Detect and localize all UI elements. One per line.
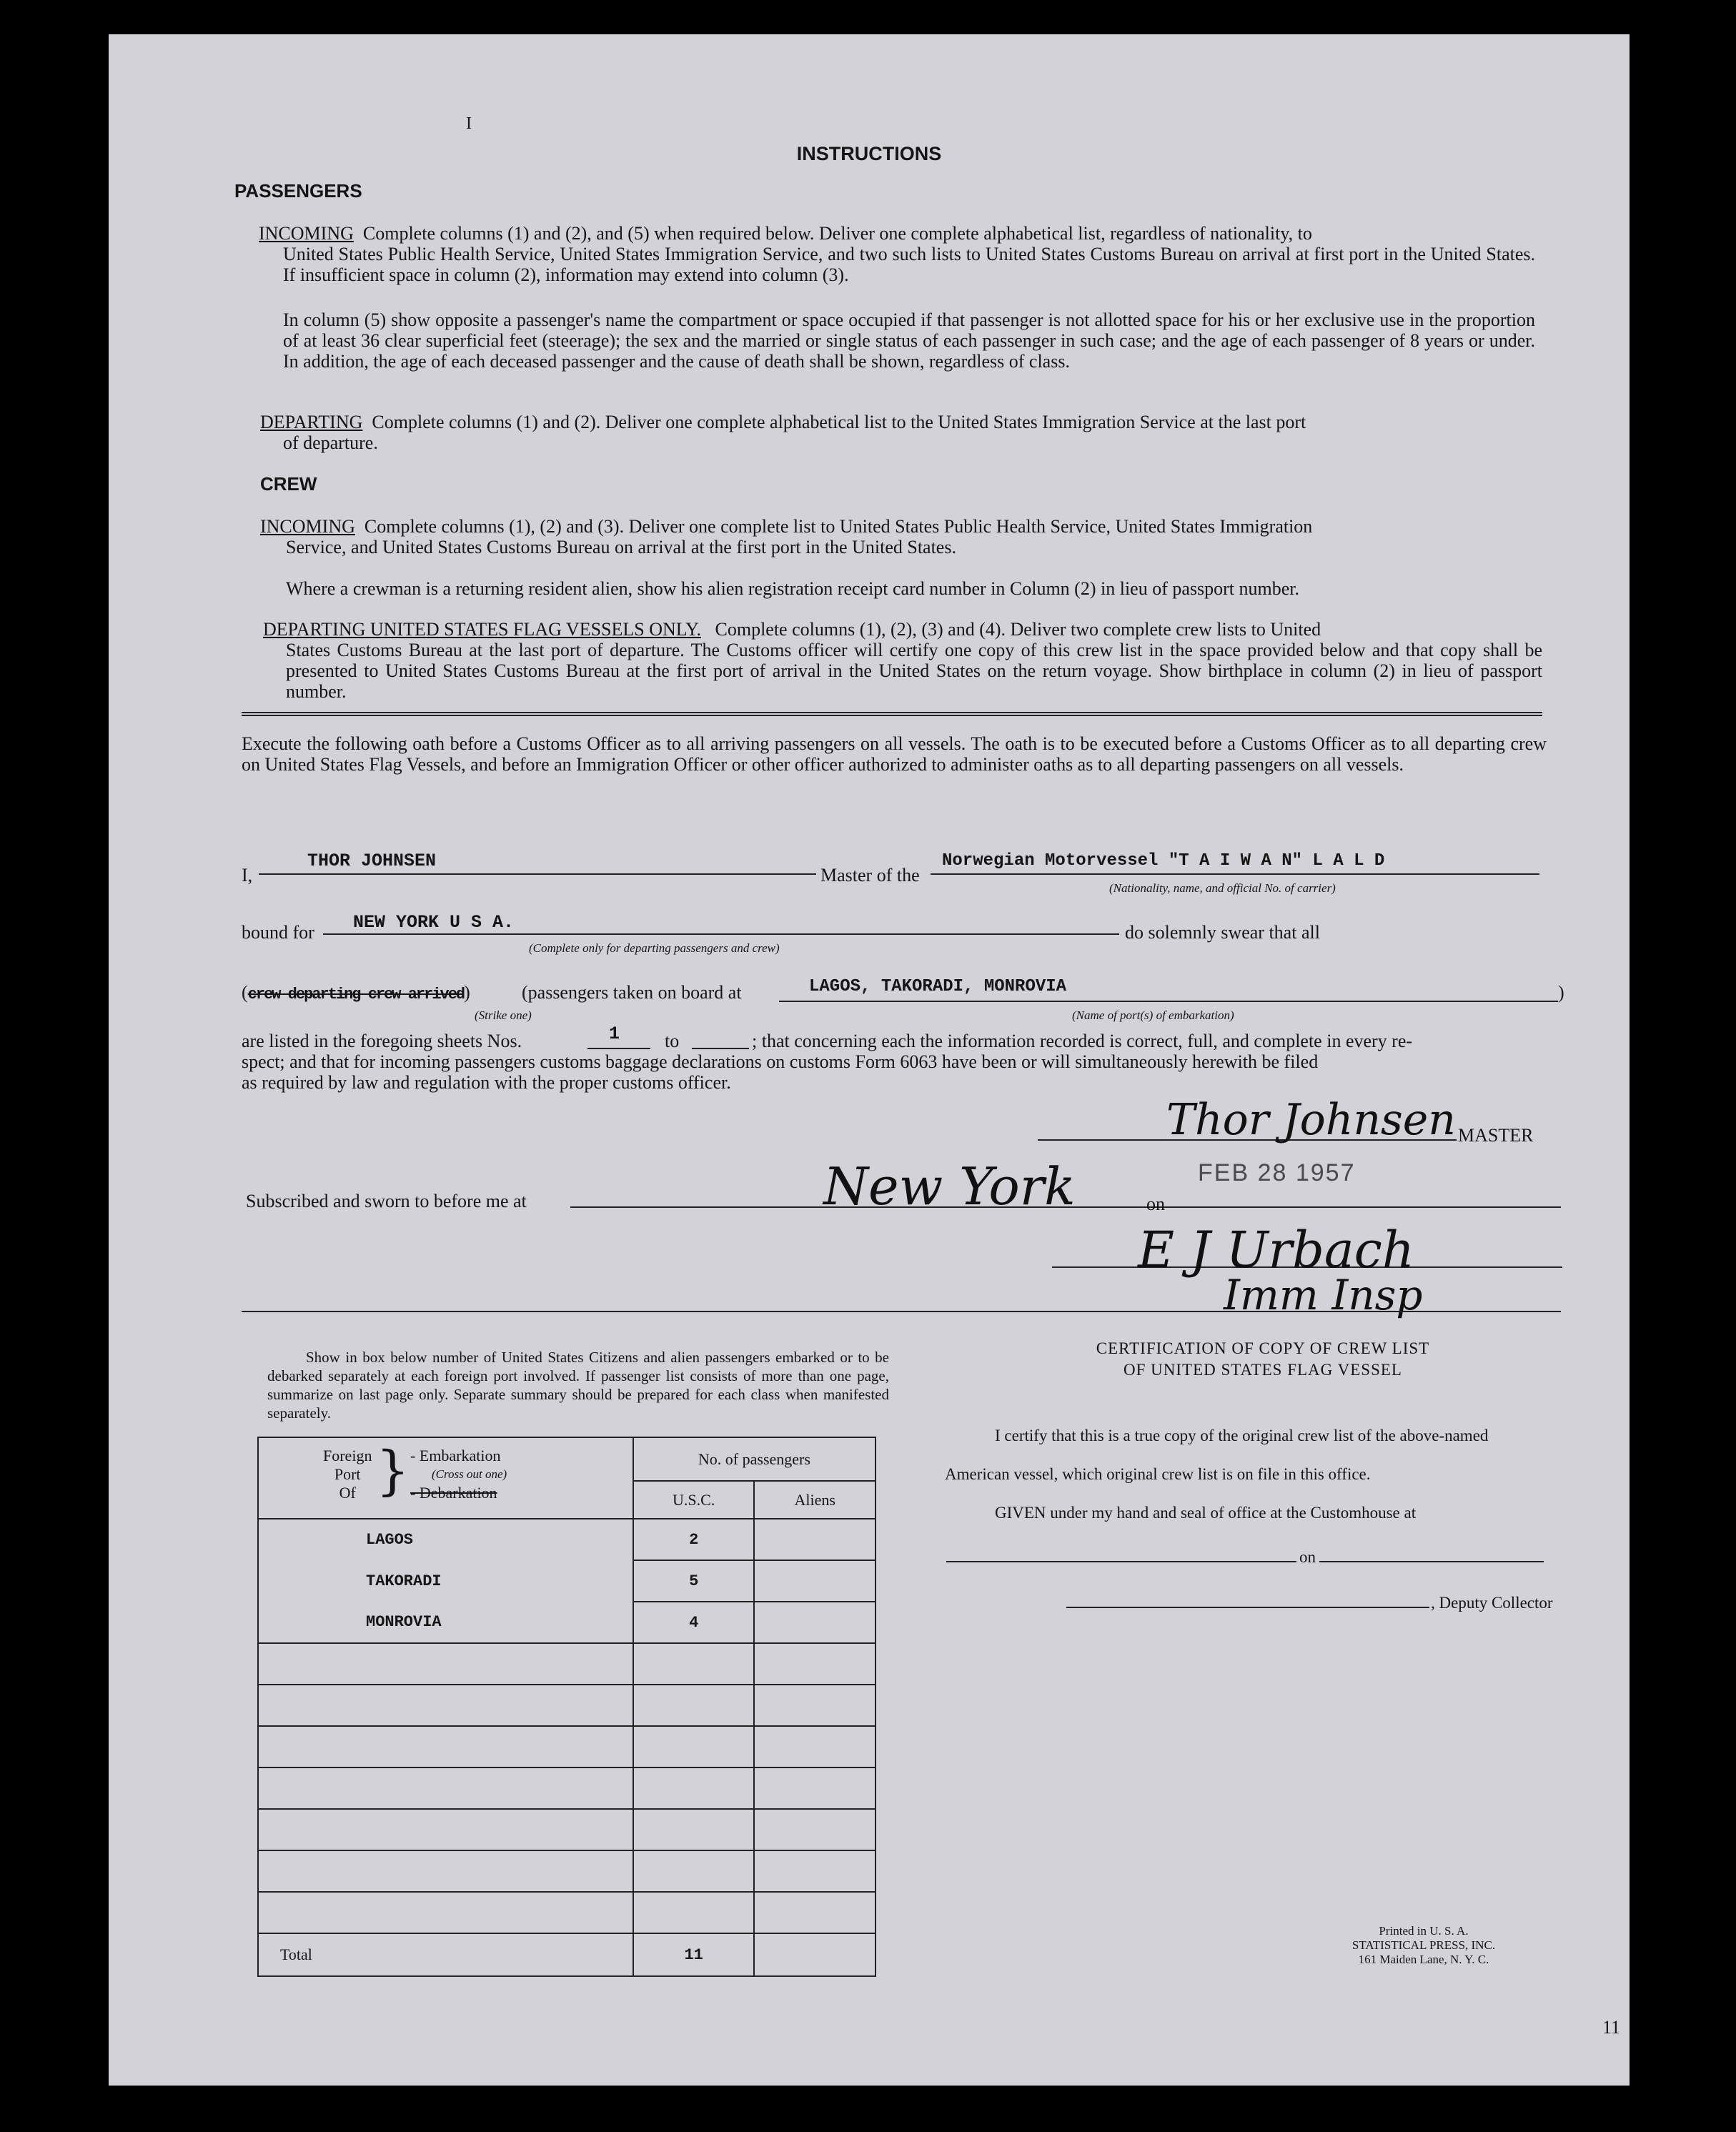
brace: } <box>376 1440 410 1502</box>
summary-usc: 4 <box>633 1602 755 1643</box>
bound-for-caption: (Complete only for departing passengers and crew) <box>529 941 780 955</box>
master-signature: Thor Johnsen <box>1166 1095 1456 1145</box>
section-divider <box>242 712 1542 716</box>
departing-us-line1 <box>263 619 1542 640</box>
departing-us-text: Complete columns (1), (2), (3) and (4). Deliver two complete crew lists to United <box>715 619 1321 640</box>
master-name-line <box>259 873 816 875</box>
instructions-title: INSTRUCTIONS <box>796 143 942 164</box>
total-label: Total <box>258 1933 633 1976</box>
crewman-instruction: Where a crewman is a returning resident alien, show his alien registration receipt card number in Column (2) in lieu of passport number. <box>286 578 1300 599</box>
summary-usc <box>633 1892 755 1933</box>
master-of-label: Master of the <box>820 865 920 886</box>
printer-line2: STATISTICAL PRESS, INC. <box>1351 1938 1496 1952</box>
summary-usc <box>633 1726 755 1767</box>
departing-label: DEPARTING <box>260 412 363 432</box>
subscribed-label: Subscribed and sworn to before me at <box>246 1191 527 1211</box>
summary-aliens <box>754 1602 876 1643</box>
port-header-cell <box>258 1437 633 1519</box>
summary-aliens <box>754 1767 876 1809</box>
summary-port <box>258 1643 633 1685</box>
summary-aliens <box>754 1850 876 1892</box>
deputy-signature-line <box>1066 1607 1429 1608</box>
cert-date-line <box>1319 1561 1544 1562</box>
ports-caption: (Name of port(s) of embarkation) <box>1072 1008 1234 1022</box>
summary-port <box>258 1809 633 1850</box>
officer-title: Imm Insp <box>1224 1271 1423 1319</box>
crew-heading: CREW <box>260 473 317 495</box>
oath-intro: Execute the following oath before a Customs Officer as to all arriving passengers on all vessels. The oath is to be executed before a Customs Officer as to all departing crew on United States Flag Vessels, and before an Immigration Officer or other officer authorized to administer oaths as to all departing passengers on all vessels. <box>242 733 1547 775</box>
summary-port <box>258 1726 633 1767</box>
passengers-heading: PASSENGERS <box>234 180 362 202</box>
summary-aliens <box>754 1892 876 1933</box>
summary-port <box>258 1850 633 1892</box>
cert-on-label: on <box>1299 1548 1316 1566</box>
departing-us-label: DEPARTING UNITED STATES FLAG VESSELS ONLY. <box>263 619 701 640</box>
summary-aliens <box>754 1519 876 1560</box>
certify-line2: American vessel, which original crew list is on file in this office. <box>945 1465 1371 1483</box>
officer-signature: E J Urbach <box>1138 1221 1414 1279</box>
strike-one-text: crew departing crew arrived <box>247 986 465 1003</box>
departing-text: Complete columns (1) and (2). Deliver one complete alphabetical list to the United States Immigration Service at the last port <box>372 412 1306 432</box>
summary-aliens <box>754 1560 876 1602</box>
passengers-taken-label: (passengers taken on board at <box>522 982 742 1003</box>
incoming-text: Complete columns (1) and (2), and (5) when required below. Deliver one complete alphabetical list, regardless of nationality, to <box>362 223 1312 244</box>
embarkation-option: - Embarkation (Cross out one) - Debarkation <box>410 1447 507 1502</box>
summary-aliens <box>754 1726 876 1767</box>
given-line: GIVEN under my hand and seal of office at the Customhouse at <box>995 1504 1417 1522</box>
date-stamp: FEB 28 1957 <box>1198 1159 1356 1186</box>
certify-line1: I certify that this is a true copy of the original crew list of the above-named <box>995 1427 1489 1444</box>
ports-close-paren: ) <box>1558 982 1564 1003</box>
summary-port: MONROVIA <box>258 1602 633 1643</box>
summary-port <box>258 1767 633 1809</box>
departing-instruction-line2: of departure. <box>283 432 378 453</box>
master-label: MASTER <box>1458 1125 1534 1146</box>
summary-port <box>258 1685 633 1726</box>
departing-us-rest: States Customs Bureau at the last port of departure. The Customs officer will certify one copy of this crew list in the space provided below and that copy shall be presented to United States Customs Bureau at the first port of arrival in the United States on the return voyage. Show birthplace in column (2) in lieu of passport number. <box>286 640 1542 702</box>
column5-instruction: In column (5) show opposite a passenger's name the compartment or space occupied if that passenger is not allotted space for his or her exclusive use in the proportion of at least 36 clear superficial feet (steerage); the sex and the married or single status of each passenger in such case; and the age of each passenger of 8 years or under. In addition, the age of each deceased passenger and the cause of death shall be shown, regardless of class. <box>283 309 1535 372</box>
customhouse-line <box>946 1561 1296 1562</box>
bound-for-label: bound for <box>242 922 314 943</box>
summary-usc <box>633 1850 755 1892</box>
summary-usc <box>633 1643 755 1685</box>
no-passengers-header: No. of passengers <box>633 1437 876 1481</box>
total-aliens <box>754 1933 876 1976</box>
printer-line1: Printed in U. S. A. <box>1379 1924 1469 1938</box>
foreign-port-of: Foreign Port Of <box>323 1447 372 1502</box>
strike-caption: (Strike one) <box>475 1008 532 1022</box>
incoming-instruction-rest: United States Public Health Service, United States Immigration Service, and two such lists to United States Customs Bureau on arrival at first port in the United States. If insufficient space in column (2), information may extend into column (3). <box>283 244 1535 285</box>
page-number: 11 <box>1602 2017 1621 2038</box>
incoming-label: INCOMING <box>259 223 354 244</box>
master-name: THOR JOHNSEN <box>307 851 437 871</box>
crew-incoming-text: Complete columns (1), (2) and (3). Deliver one complete list to United States Public Health Service, United States Immigration <box>364 516 1313 537</box>
vessel-name: Norwegian Motorvessel "T A I W A N" L A L D <box>942 851 1385 871</box>
crew-incoming-line1 <box>260 516 1539 537</box>
certification-title-line2: OF UNITED STATES FLAG VESSEL <box>1124 1361 1402 1379</box>
vessel-caption: (Nationality, name, and official No. of carrier) <box>1109 881 1336 895</box>
aliens-header: Aliens <box>754 1481 876 1519</box>
vessel-line <box>931 873 1539 875</box>
oath-divider <box>242 1311 1561 1312</box>
to-label: to <box>665 1031 680 1051</box>
bound-for-line <box>323 933 1119 935</box>
summary-instructions: Show in box below number of United States Citizens and alien passengers embarked or to be debarked separately at each foreign port involved. If passenger list consists of more than one page, summarize on last page only. Separate summary should be prepared for each class when manifested separately. <box>267 1349 889 1422</box>
sheet-to-line <box>692 1048 749 1049</box>
sworn-date-line <box>1172 1206 1561 1208</box>
sworn-place: New York <box>823 1156 1076 1216</box>
swear-label: do solemnly swear that all <box>1125 922 1320 943</box>
departing-instruction-line1 <box>260 412 1539 433</box>
document-page <box>109 34 1630 2086</box>
sheets-rest: ; that concerning each the information recorded is correct, full, and complete in every re- <box>752 1031 1413 1051</box>
crew-incoming-line2: Service, and United States Customs Bureau on arrival at the first port in the United States. <box>286 537 956 557</box>
sheet-from: 1 <box>609 1023 620 1044</box>
summary-port <box>258 1892 633 1933</box>
incoming-instruction-line1 <box>259 223 1535 244</box>
summary-aliens <box>754 1685 876 1726</box>
printer-line3: 161 Maiden Lane, N. Y. C. <box>1358 1953 1489 1966</box>
summary-usc: 2 <box>633 1519 755 1560</box>
usc-header: U.S.C. <box>633 1481 755 1519</box>
deputy-collector-label: , Deputy Collector <box>1431 1594 1553 1612</box>
ports-line <box>779 1001 1558 1002</box>
summary-usc <box>633 1685 755 1726</box>
summary-usc: 5 <box>633 1560 755 1602</box>
summary-usc <box>633 1809 755 1850</box>
bound-for-value: NEW YORK U S A. <box>353 912 515 933</box>
crew-incoming-label: INCOMING <box>260 516 355 537</box>
summary-port: LAGOS <box>258 1519 633 1560</box>
summary-aliens <box>754 1643 876 1685</box>
oath-line3: as required by law and regulation with the proper customs officer. <box>242 1072 731 1093</box>
summary-usc <box>633 1767 755 1809</box>
sheets-label: are listed in the foregoing sheets Nos. <box>242 1031 522 1051</box>
sheet-from-line <box>587 1048 650 1049</box>
summary-port: TAKORADI <box>258 1560 633 1602</box>
i-label: I, <box>242 865 253 886</box>
summary-aliens <box>754 1809 876 1850</box>
passenger-summary-table <box>257 1437 876 1977</box>
oath-line2: spect; and that for incoming passengers customs baggage declarations on customs Form 6063 have been or will simultaneously herewith be filed <box>242 1051 1319 1072</box>
total-usc: 11 <box>633 1933 755 1976</box>
embarkation-ports: LAGOS, TAKORADI, MONROVIA <box>809 977 1067 996</box>
strike-one-field: (crew departing crew arrived) <box>242 982 470 1003</box>
certification-title-line1: CERTIFICATION OF COPY OF CREW LIST <box>1096 1339 1430 1357</box>
top-mark: I <box>466 114 472 133</box>
on-label: on <box>1146 1194 1165 1214</box>
